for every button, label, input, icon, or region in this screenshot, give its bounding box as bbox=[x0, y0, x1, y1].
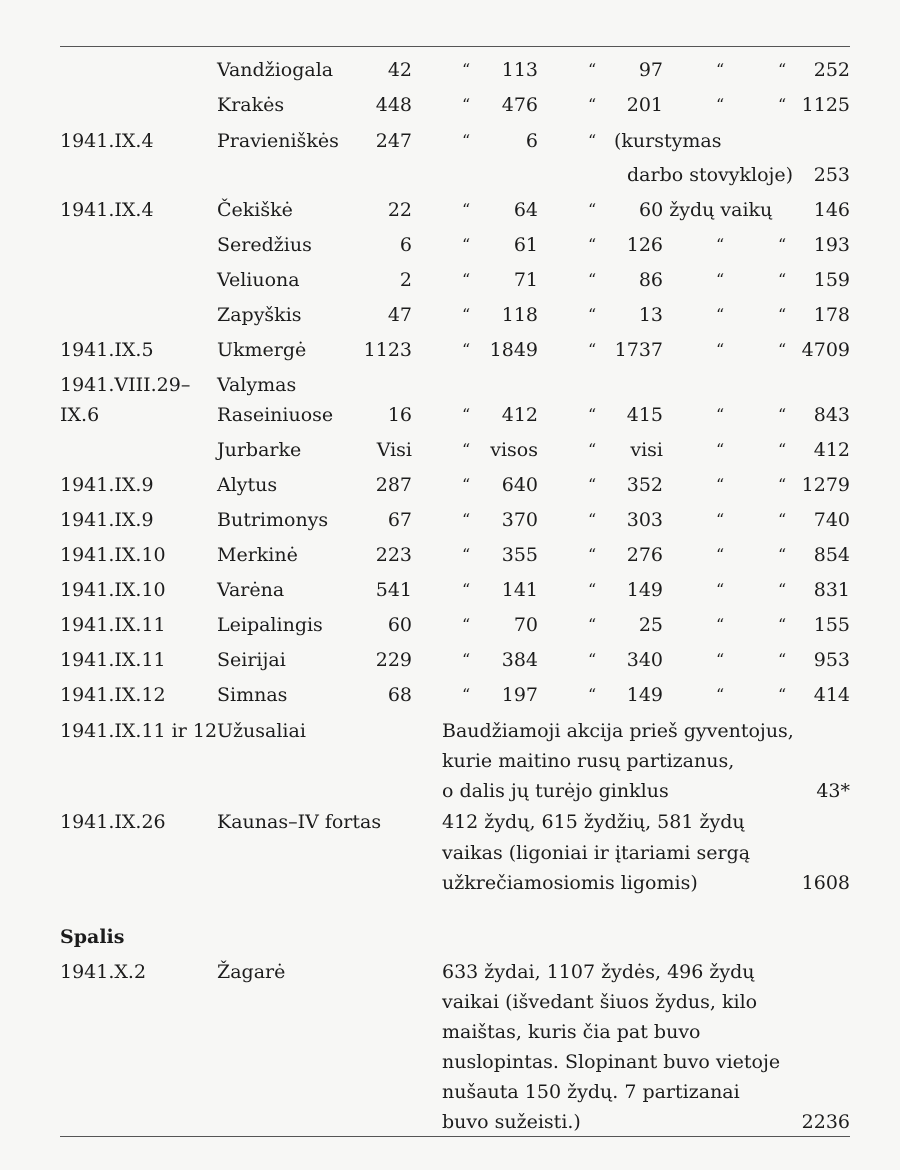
ditto-mark: “ bbox=[462, 200, 471, 219]
women-count-cell: visos bbox=[490, 439, 538, 461]
ditto-mark: “ bbox=[588, 685, 597, 704]
men-count-cell: 16 bbox=[387, 404, 412, 426]
women-count-cell: 71 bbox=[513, 269, 538, 291]
ditto-mark: “ bbox=[462, 475, 471, 494]
table-row bbox=[0, 228, 900, 262]
women-count-cell: 640 bbox=[501, 474, 538, 496]
women-count-cell: 476 bbox=[501, 94, 538, 116]
ditto-mark: “ bbox=[778, 440, 787, 459]
men-count-cell: 448 bbox=[375, 94, 412, 116]
date-cell: IX.6 bbox=[60, 404, 100, 426]
children-count-cell: visi bbox=[630, 439, 663, 461]
ditto-mark: “ bbox=[588, 615, 597, 634]
ditto-mark: “ bbox=[716, 685, 725, 704]
children-count-cell: 352 bbox=[626, 474, 663, 496]
table-row bbox=[0, 468, 900, 502]
children-count-cell: 303 bbox=[626, 509, 663, 531]
ditto-mark: “ bbox=[462, 650, 471, 669]
ditto-mark: “ bbox=[462, 305, 471, 324]
table-row bbox=[0, 398, 900, 432]
total-cell: 412 bbox=[813, 439, 850, 461]
total-cell: 146 bbox=[813, 199, 850, 221]
ditto-mark: “ bbox=[588, 60, 597, 79]
ditto-mark: “ bbox=[462, 580, 471, 599]
place-cell: Valymas bbox=[217, 374, 297, 396]
table-row bbox=[0, 573, 900, 607]
place-cell: Krakės bbox=[217, 94, 285, 116]
ditto-mark: “ bbox=[716, 510, 725, 529]
table-row bbox=[0, 263, 900, 297]
men-count-cell: 247 bbox=[375, 130, 412, 152]
place-cell: Raseiniuose bbox=[217, 404, 334, 426]
children-count-cell: 201 bbox=[626, 94, 663, 116]
ditto-mark: “ bbox=[716, 545, 725, 564]
women-count-cell: 197 bbox=[501, 684, 538, 706]
ditto-mark: “ bbox=[778, 510, 787, 529]
men-count-cell: 287 bbox=[375, 474, 412, 496]
ditto-mark: “ bbox=[778, 340, 787, 359]
men-count-cell: 47 bbox=[387, 304, 412, 326]
place-cell: Ukmergė bbox=[217, 339, 307, 361]
table-row bbox=[0, 333, 900, 367]
men-count-cell: 6 bbox=[399, 234, 412, 256]
ditto-mark: “ bbox=[778, 615, 787, 634]
men-count-cell: Visi bbox=[376, 439, 412, 461]
ditto-mark: “ bbox=[462, 545, 471, 564]
ditto-mark: “ bbox=[588, 95, 597, 114]
ditto-mark: “ bbox=[778, 235, 787, 254]
total-cell: 1125 bbox=[801, 94, 850, 116]
children-count-cell: 415 bbox=[626, 404, 663, 426]
date-cell: 1941.IX.12 bbox=[60, 684, 166, 706]
men-count-cell: 1123 bbox=[363, 339, 412, 361]
men-count-cell: 223 bbox=[375, 544, 412, 566]
description-cell: vaikas (ligoniai ir įtariami sergą bbox=[442, 842, 751, 864]
total-cell: 414 bbox=[813, 684, 850, 706]
ditto-mark: “ bbox=[716, 305, 725, 324]
total-cell: 831 bbox=[813, 579, 850, 601]
table-row bbox=[0, 1075, 900, 1109]
date-cell: 1941.VIII.29– bbox=[60, 374, 191, 396]
total-cell: 4709 bbox=[801, 339, 850, 361]
total-cell: 178 bbox=[813, 304, 850, 326]
ditto-mark: “ bbox=[778, 305, 787, 324]
total-cell: 843 bbox=[813, 404, 850, 426]
description-cell: 633 žydai, 1107 žydės, 496 žydų bbox=[442, 961, 755, 983]
children-count-cell: 149 bbox=[626, 684, 663, 706]
description-cell: Baudžiamoji akcija prieš gyventojus, bbox=[442, 720, 794, 742]
table-row bbox=[0, 774, 900, 808]
place-cell: Čekiškė bbox=[217, 199, 293, 221]
ditto-mark: “ bbox=[588, 650, 597, 669]
date-cell: 1941.IX.9 bbox=[60, 509, 154, 531]
women-count-cell: 355 bbox=[501, 544, 538, 566]
description-cell: užkrečiamosiomis ligomis) bbox=[442, 872, 698, 894]
children-count-cell: 276 bbox=[626, 544, 663, 566]
total-cell: 155 bbox=[813, 614, 850, 636]
ditto-mark: “ bbox=[462, 60, 471, 79]
note-cell: 60 žydų vaikų bbox=[639, 199, 773, 221]
table-row bbox=[0, 985, 900, 1019]
place-cell: Alytus bbox=[217, 474, 278, 496]
total-cell: 159 bbox=[813, 269, 850, 291]
women-count-cell: 1849 bbox=[489, 339, 538, 361]
ditto-mark: “ bbox=[588, 200, 597, 219]
note-cell: (kurstymas bbox=[614, 130, 722, 152]
ditto-mark: “ bbox=[588, 131, 597, 150]
description-cell: o dalis jų turėjo ginklus bbox=[442, 780, 669, 802]
women-count-cell: 412 bbox=[501, 404, 538, 426]
place-cell: Varėna bbox=[217, 579, 285, 601]
description-cell: nuslopintas. Slopinant buvo vietoje bbox=[442, 1051, 781, 1073]
date-cell: 1941.IX.11 ir 12 bbox=[60, 720, 218, 742]
table-row bbox=[0, 124, 900, 158]
ditto-mark: “ bbox=[778, 475, 787, 494]
men-count-cell: 229 bbox=[375, 649, 412, 671]
ditto-mark: “ bbox=[588, 580, 597, 599]
women-count-cell: 61 bbox=[513, 234, 538, 256]
total-cell: 1608 bbox=[801, 872, 850, 894]
ditto-mark: “ bbox=[778, 545, 787, 564]
ditto-mark: “ bbox=[588, 405, 597, 424]
description-cell: buvo sužeisti.) bbox=[442, 1111, 581, 1133]
total-cell: 2236 bbox=[801, 1111, 850, 1133]
ditto-mark: “ bbox=[462, 405, 471, 424]
table-row bbox=[0, 643, 900, 677]
ditto-mark: “ bbox=[778, 580, 787, 599]
date-cell: 1941.IX.11 bbox=[60, 649, 166, 671]
children-count-cell: 340 bbox=[626, 649, 663, 671]
ditto-mark: “ bbox=[716, 340, 725, 359]
place-cell: Užusaliai bbox=[217, 720, 306, 742]
ditto-mark: “ bbox=[462, 615, 471, 634]
place-cell: Leipalingis bbox=[217, 614, 323, 636]
ditto-mark: “ bbox=[588, 475, 597, 494]
ditto-mark: “ bbox=[778, 60, 787, 79]
men-count-cell: 68 bbox=[387, 684, 412, 706]
total-cell: 193 bbox=[813, 234, 850, 256]
table-row bbox=[0, 538, 900, 572]
ditto-mark: “ bbox=[462, 340, 471, 359]
total-cell: 253 bbox=[813, 164, 850, 186]
ditto-mark: “ bbox=[716, 440, 725, 459]
women-count-cell: 384 bbox=[501, 649, 538, 671]
ditto-mark: “ bbox=[588, 235, 597, 254]
ditto-mark: “ bbox=[716, 615, 725, 634]
table-row bbox=[0, 866, 900, 900]
date-cell: 1941.IX.4 bbox=[60, 199, 154, 221]
table-row bbox=[0, 53, 900, 87]
place-cell: Pravieniškės bbox=[217, 130, 339, 152]
ditto-mark: “ bbox=[778, 650, 787, 669]
ditto-mark: “ bbox=[588, 305, 597, 324]
ditto-mark: “ bbox=[778, 270, 787, 289]
description-cell: nušauta 150 žydų. 7 partizanai bbox=[442, 1081, 740, 1103]
table-row bbox=[0, 433, 900, 467]
note-cell: darbo stovykloje) bbox=[627, 164, 794, 186]
table-row bbox=[0, 88, 900, 122]
place-cell: Simnas bbox=[217, 684, 288, 706]
men-count-cell: 22 bbox=[387, 199, 412, 221]
place-cell: Merkinė bbox=[217, 544, 298, 566]
table-row bbox=[0, 298, 900, 332]
table-row bbox=[0, 836, 900, 870]
men-count-cell: 67 bbox=[387, 509, 412, 531]
ditto-mark: “ bbox=[588, 270, 597, 289]
table-row bbox=[0, 608, 900, 642]
children-count-cell: 13 bbox=[638, 304, 663, 326]
total-cell: 854 bbox=[813, 544, 850, 566]
children-count-cell: 1737 bbox=[614, 339, 663, 361]
ditto-mark: “ bbox=[716, 270, 725, 289]
date-cell: 1941.X.2 bbox=[60, 961, 147, 983]
description-cell: 412 žydų, 615 žydžių, 581 žydų bbox=[442, 811, 745, 833]
table-row bbox=[0, 955, 900, 989]
children-count-cell: 149 bbox=[626, 579, 663, 601]
ditto-mark: “ bbox=[588, 340, 597, 359]
ditto-mark: “ bbox=[778, 405, 787, 424]
women-count-cell: 141 bbox=[501, 579, 538, 601]
table-row bbox=[0, 503, 900, 537]
date-cell: 1941.IX.11 bbox=[60, 614, 166, 636]
table-row bbox=[0, 158, 900, 192]
ditto-mark: “ bbox=[716, 60, 725, 79]
ditto-mark: “ bbox=[588, 510, 597, 529]
table-row bbox=[0, 368, 900, 402]
ditto-mark: “ bbox=[716, 405, 725, 424]
date-cell: 1941.IX.9 bbox=[60, 474, 154, 496]
place-cell: Zapyškis bbox=[217, 304, 302, 326]
description-cell: maištas, kuris čia pat buvo bbox=[442, 1021, 701, 1043]
ditto-mark: “ bbox=[716, 475, 725, 494]
ditto-mark: “ bbox=[716, 650, 725, 669]
ditto-mark: “ bbox=[462, 95, 471, 114]
women-count-cell: 118 bbox=[501, 304, 538, 326]
ditto-mark: “ bbox=[588, 545, 597, 564]
place-cell: Kaunas–IV fortas bbox=[217, 811, 382, 833]
ditto-mark: “ bbox=[778, 95, 787, 114]
date-cell: 1941.IX.10 bbox=[60, 579, 166, 601]
total-cell: 953 bbox=[813, 649, 850, 671]
ditto-mark: “ bbox=[716, 95, 725, 114]
top-rule bbox=[60, 46, 850, 47]
total-cell: 740 bbox=[813, 509, 850, 531]
children-count-cell: 86 bbox=[638, 269, 663, 291]
place-cell: Seredžius bbox=[217, 234, 312, 256]
children-count-cell: 97 bbox=[638, 59, 663, 81]
place-cell: Vandžiogala bbox=[217, 59, 334, 81]
ditto-mark: “ bbox=[462, 440, 471, 459]
table-row bbox=[0, 678, 900, 712]
ditto-mark: “ bbox=[462, 235, 471, 254]
children-count-cell: 126 bbox=[626, 234, 663, 256]
section-heading-october: Spalis bbox=[60, 926, 125, 948]
women-count-cell: 113 bbox=[501, 59, 538, 81]
description-cell: vaikai (išvedant šiuos žydus, kilo bbox=[442, 991, 758, 1013]
women-count-cell: 70 bbox=[513, 614, 538, 636]
place-cell: Veliuona bbox=[217, 269, 300, 291]
place-cell: Žagarė bbox=[217, 961, 286, 983]
date-cell: 1941.IX.4 bbox=[60, 130, 154, 152]
table-row bbox=[0, 714, 900, 748]
men-count-cell: 541 bbox=[375, 579, 412, 601]
women-count-cell: 6 bbox=[525, 130, 538, 152]
children-count-cell: 25 bbox=[638, 614, 663, 636]
bottom-rule bbox=[60, 1136, 850, 1137]
ditto-mark: “ bbox=[716, 235, 725, 254]
women-count-cell: 370 bbox=[501, 509, 538, 531]
ditto-mark: “ bbox=[716, 580, 725, 599]
table-row bbox=[0, 744, 900, 778]
men-count-cell: 42 bbox=[387, 59, 412, 81]
table-row bbox=[0, 805, 900, 839]
ditto-mark: “ bbox=[462, 685, 471, 704]
date-cell: 1941.IX.5 bbox=[60, 339, 154, 361]
ditto-mark: “ bbox=[462, 510, 471, 529]
men-count-cell: 2 bbox=[399, 269, 412, 291]
date-cell: 1941.IX.10 bbox=[60, 544, 166, 566]
total-cell: 43* bbox=[816, 780, 850, 802]
women-count-cell: 64 bbox=[513, 199, 538, 221]
place-cell: Jurbarke bbox=[217, 439, 302, 461]
ditto-mark: “ bbox=[588, 440, 597, 459]
place-cell: Seirijai bbox=[217, 649, 286, 671]
table-row bbox=[0, 1015, 900, 1049]
table-row bbox=[0, 1105, 900, 1139]
ditto-mark: “ bbox=[778, 685, 787, 704]
total-cell: 252 bbox=[813, 59, 850, 81]
description-cell: kurie maitino rusų partizanus, bbox=[442, 750, 735, 772]
date-cell: 1941.IX.26 bbox=[60, 811, 166, 833]
men-count-cell: 60 bbox=[387, 614, 412, 636]
total-cell: 1279 bbox=[801, 474, 850, 496]
ditto-mark: “ bbox=[462, 270, 471, 289]
place-cell: Butrimonys bbox=[217, 509, 329, 531]
table-row bbox=[0, 1045, 900, 1079]
ditto-mark: “ bbox=[462, 131, 471, 150]
table-row bbox=[0, 193, 900, 227]
